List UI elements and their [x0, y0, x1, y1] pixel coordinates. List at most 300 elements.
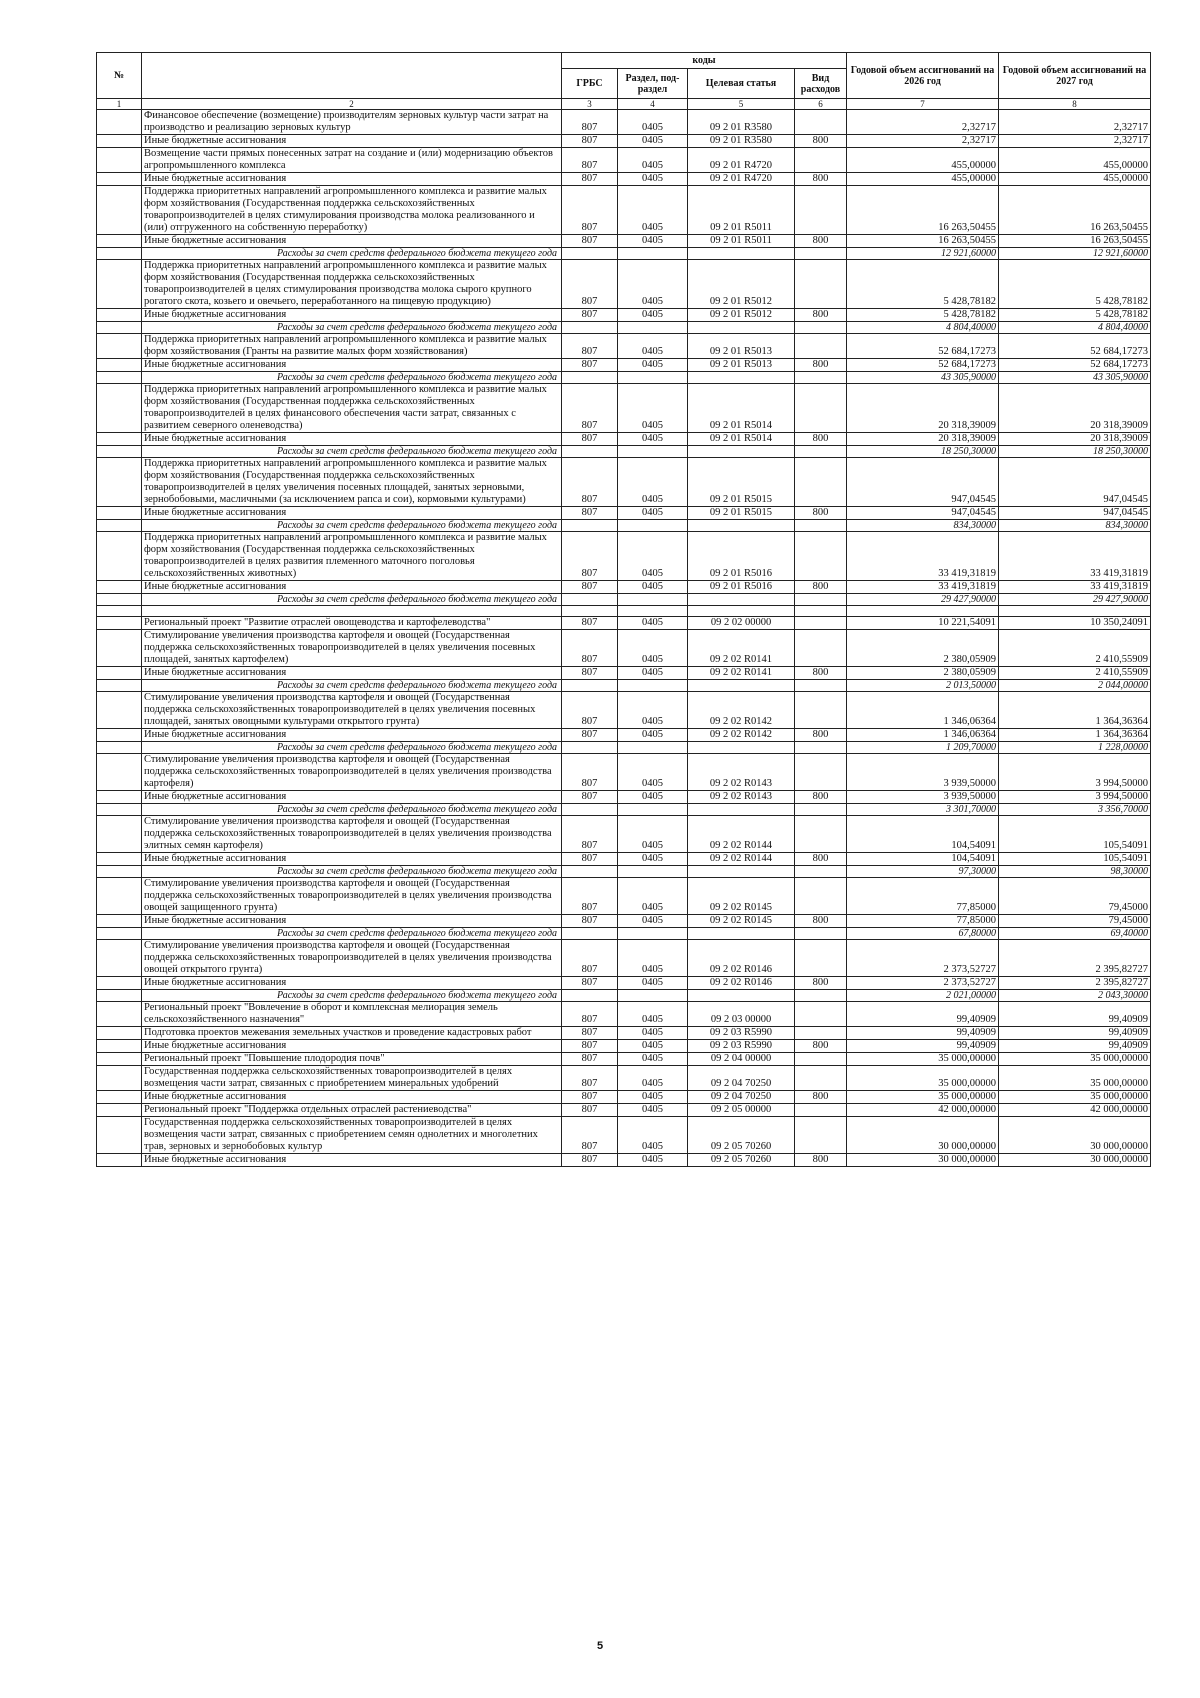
row-number: [97, 1066, 142, 1091]
row-grbs: [562, 606, 618, 617]
row-number: [97, 680, 142, 692]
row-number: [97, 433, 142, 446]
row-amount-2026: 2 380,05909: [847, 667, 999, 680]
row-section: [618, 322, 688, 334]
row-target-article: 09 2 01 R5013: [688, 359, 795, 372]
row-name: Иные бюджетные ассигнования: [142, 791, 562, 804]
row-section: [618, 990, 688, 1002]
row-grbs: 807: [562, 816, 618, 853]
row-expense-kind: 800: [795, 433, 847, 446]
row-section: 0405: [618, 235, 688, 248]
row-expense-kind: [795, 928, 847, 940]
row-expense-kind: [795, 990, 847, 1002]
row-grbs: [562, 372, 618, 384]
table-row: [97, 1117, 1151, 1154]
row-amount-2026: 2 013,50000: [847, 680, 999, 692]
row-expense-kind: [795, 520, 847, 532]
row-amount-2027: 79,45000: [999, 878, 1151, 915]
row-amount-2026: 5 428,78182: [847, 260, 999, 309]
row-section: 0405: [618, 816, 688, 853]
row-section: 0405: [618, 148, 688, 173]
row-name: Региональный проект "Поддержка отдельных отраслей растениеводства": [142, 1104, 562, 1117]
row-grbs: 807: [562, 1040, 618, 1053]
row-amount-2026: 3 939,50000: [847, 791, 999, 804]
row-name: Возмещение части прямых понесенных затрат на создание и (или) модернизацию объектов агропромышленного комплекса: [142, 148, 562, 173]
table-row: [97, 309, 1151, 322]
row-amount-2027: 69,40000: [999, 928, 1151, 940]
table-row: [97, 384, 1151, 433]
budget-table: [96, 52, 1151, 1167]
row-amount-2026: 30 000,00000: [847, 1117, 999, 1154]
row-expense-kind: [795, 334, 847, 359]
header-target: Целевая статья: [688, 69, 795, 99]
row-expense-kind: [795, 878, 847, 915]
table-row: [97, 977, 1151, 990]
row-amount-2027: 52 684,17273: [999, 334, 1151, 359]
row-amount-2027: 30 000,00000: [999, 1154, 1151, 1167]
row-number: [97, 248, 142, 260]
row-expense-kind: [795, 148, 847, 173]
row-amount-2026: 2,32717: [847, 110, 999, 135]
federal-share-row: [97, 446, 1151, 458]
row-target-article: 09 2 01 R5011: [688, 235, 795, 248]
table-row: [97, 617, 1151, 630]
row-grbs: 807: [562, 135, 618, 148]
row-target-article: 09 2 02 R0141: [688, 630, 795, 667]
row-name: Расходы за счет средств федерального бюджета текущего года: [142, 322, 562, 334]
column-number: 5: [688, 99, 795, 110]
row-section: [618, 606, 688, 617]
row-target-article: 09 2 02 R0142: [688, 692, 795, 729]
row-target-article: 09 2 02 R0142: [688, 729, 795, 742]
row-target-article: 09 2 04 70250: [688, 1091, 795, 1104]
table-row: [97, 135, 1151, 148]
row-amount-2027: 52 684,17273: [999, 359, 1151, 372]
row-section: 0405: [618, 1053, 688, 1066]
row-amount-2027: 105,54091: [999, 853, 1151, 866]
column-number: 1: [97, 99, 142, 110]
row-target-article: 09 2 01 R5012: [688, 260, 795, 309]
row-name: Поддержка приоритетных направлений агропромышленного комплекса и развитие малых форм хозяйствования (Государственная поддержка сельскохозяйственных товаропроизводителей в целях стимулирования производства молока реализованного и (или) отгруженного на собственную переработку): [142, 186, 562, 235]
row-amount-2027: 30 000,00000: [999, 1117, 1151, 1154]
row-number: [97, 940, 142, 977]
row-amount-2026: 2 380,05909: [847, 630, 999, 667]
row-amount-2027: 99,40909: [999, 1002, 1151, 1027]
row-grbs: [562, 804, 618, 816]
row-number: [97, 1040, 142, 1053]
row-target-article: [688, 520, 795, 532]
row-name: Расходы за счет средств федерального бюджета текущего года: [142, 804, 562, 816]
row-grbs: [562, 248, 618, 260]
row-grbs: 807: [562, 1154, 618, 1167]
row-number: [97, 173, 142, 186]
row-target-article: 09 2 02 R0146: [688, 940, 795, 977]
row-amount-2027: 2 410,55909: [999, 667, 1151, 680]
row-section: [618, 372, 688, 384]
table-row: [97, 110, 1151, 135]
row-grbs: 807: [562, 915, 618, 928]
table-row: [97, 667, 1151, 680]
row-name: Поддержка приоритетных направлений агропромышленного комплекса и развитие малых форм хозяйствования (Гранты на развитие малых форм хозяйствования): [142, 334, 562, 359]
row-target-article: 09 2 02 R0146: [688, 977, 795, 990]
header-section: Раздел, под-раздел: [618, 69, 688, 99]
table-header: [97, 53, 1151, 110]
federal-share-row: [97, 680, 1151, 692]
row-amount-2027: 2 395,82727: [999, 940, 1151, 977]
header-kind: Вид расходов: [795, 69, 847, 99]
row-grbs: 807: [562, 173, 618, 186]
row-target-article: 09 2 01 R3580: [688, 135, 795, 148]
row-target-article: 09 2 02 R0145: [688, 915, 795, 928]
row-amount-2027: 2 044,00000: [999, 680, 1151, 692]
row-amount-2026: 33 419,31819: [847, 581, 999, 594]
row-amount-2026: 77,85000: [847, 915, 999, 928]
row-number: [97, 372, 142, 384]
row-name: Расходы за счет средств федерального бюджета текущего года: [142, 594, 562, 606]
row-expense-kind: 800: [795, 507, 847, 520]
row-number: [97, 804, 142, 816]
row-name: Расходы за счет средств федерального бюджета текущего года: [142, 372, 562, 384]
row-number: [97, 1002, 142, 1027]
row-expense-kind: 800: [795, 581, 847, 594]
row-grbs: 807: [562, 1027, 618, 1040]
row-number: [97, 260, 142, 309]
table-row: [97, 1154, 1151, 1167]
row-name: Иные бюджетные ассигнования: [142, 1040, 562, 1053]
row-amount-2027: 3 356,70000: [999, 804, 1151, 816]
row-expense-kind: [795, 594, 847, 606]
row-section: 0405: [618, 1027, 688, 1040]
table-row: [97, 458, 1151, 507]
row-target-article: [688, 742, 795, 754]
row-amount-2026: 97,30000: [847, 866, 999, 878]
row-section: 0405: [618, 458, 688, 507]
table-row: [97, 630, 1151, 667]
header-2026: Годовой объем ассигнований на 2026 год: [847, 53, 999, 99]
table-row: [97, 433, 1151, 446]
header-2027: Годовой объем ассигнований на 2027 год: [999, 53, 1151, 99]
row-target-article: 09 2 01 R5015: [688, 458, 795, 507]
row-name: Поддержка приоритетных направлений агропромышленного комплекса и развитие малых форм хозяйствования (Государственная поддержка сельскохозяйственных товаропроизводителей в целях развития племенного маточного поголовья сельскохозяйственных животных): [142, 532, 562, 581]
row-name: Подготовка проектов межевания земельных участков и проведение кадастровых работ: [142, 1027, 562, 1040]
row-grbs: 807: [562, 186, 618, 235]
table-row: [97, 581, 1151, 594]
row-expense-kind: [795, 606, 847, 617]
row-amount-2026: 1 209,70000: [847, 742, 999, 754]
row-number: [97, 1053, 142, 1066]
row-section: [618, 446, 688, 458]
row-section: 0405: [618, 1117, 688, 1154]
row-number: [97, 235, 142, 248]
row-expense-kind: 800: [795, 359, 847, 372]
row-target-article: 09 2 02 R0144: [688, 853, 795, 866]
row-amount-2026: 4 804,40000: [847, 322, 999, 334]
page-number: 5: [596, 1640, 604, 1652]
row-number: [97, 520, 142, 532]
row-grbs: 807: [562, 1053, 618, 1066]
row-name: Иные бюджетные ассигнования: [142, 235, 562, 248]
row-expense-kind: 800: [795, 667, 847, 680]
row-section: 0405: [618, 1154, 688, 1167]
row-target-article: [688, 990, 795, 1002]
row-grbs: 807: [562, 1104, 618, 1117]
row-target-article: [688, 804, 795, 816]
row-name: Иные бюджетные ассигнования: [142, 853, 562, 866]
row-amount-2026: 67,80000: [847, 928, 999, 940]
row-amount-2027: 947,04545: [999, 458, 1151, 507]
row-grbs: 807: [562, 110, 618, 135]
header-number: №: [97, 53, 142, 99]
table-row: [97, 940, 1151, 977]
row-number: [97, 630, 142, 667]
row-name: Иные бюджетные ассигнования: [142, 433, 562, 446]
row-expense-kind: 800: [795, 1091, 847, 1104]
row-name: Иные бюджетные ассигнования: [142, 915, 562, 928]
row-section: 0405: [618, 1040, 688, 1053]
federal-share-row: [97, 866, 1151, 878]
row-grbs: [562, 928, 618, 940]
row-expense-kind: 800: [795, 729, 847, 742]
row-grbs: 807: [562, 309, 618, 322]
row-grbs: 807: [562, 617, 618, 630]
row-expense-kind: 800: [795, 915, 847, 928]
row-number: [97, 1117, 142, 1154]
row-target-article: 09 2 05 00000: [688, 1104, 795, 1117]
row-amount-2026: 16 263,50455: [847, 235, 999, 248]
row-target-article: [688, 446, 795, 458]
row-name: Стимулирование увеличения производства картофеля и овощей (Государственная поддержка сельскохозяйственных товаропроизводителей в целях увеличения посевных площадей, занятых картофелем): [142, 630, 562, 667]
row-grbs: 807: [562, 853, 618, 866]
row-amount-2027: [999, 606, 1151, 617]
row-section: 0405: [618, 630, 688, 667]
row-grbs: [562, 594, 618, 606]
row-amount-2026: 33 419,31819: [847, 532, 999, 581]
row-target-article: 09 2 02 00000: [688, 617, 795, 630]
row-expense-kind: [795, 804, 847, 816]
row-amount-2026: 30 000,00000: [847, 1154, 999, 1167]
column-number: 6: [795, 99, 847, 110]
row-target-article: [688, 928, 795, 940]
table-row: [97, 692, 1151, 729]
row-name: Стимулирование увеличения производства картофеля и овощей (Государственная поддержка сельскохозяйственных товаропроизводителей в целях увеличения производства картофеля): [142, 754, 562, 791]
row-amount-2027: 105,54091: [999, 816, 1151, 853]
row-number: [97, 878, 142, 915]
row-expense-kind: [795, 372, 847, 384]
row-number: [97, 791, 142, 804]
row-grbs: 807: [562, 359, 618, 372]
row-number: [97, 1154, 142, 1167]
row-number: [97, 754, 142, 791]
row-amount-2027: 35 000,00000: [999, 1053, 1151, 1066]
row-amount-2027: 12 921,60000: [999, 248, 1151, 260]
row-amount-2026: 3 939,50000: [847, 754, 999, 791]
row-name: Стимулирование увеличения производства картофеля и овощей (Государственная поддержка сельскохозяйственных товаропроизводителей в целях увеличения производства элитных семян картофеля): [142, 816, 562, 853]
row-amount-2026: 2 021,00000: [847, 990, 999, 1002]
table-row: [97, 334, 1151, 359]
row-amount-2027: 99,40909: [999, 1027, 1151, 1040]
row-expense-kind: [795, 692, 847, 729]
row-target-article: 09 2 01 R3580: [688, 110, 795, 135]
row-grbs: 807: [562, 667, 618, 680]
row-amount-2026: 3 301,70000: [847, 804, 999, 816]
row-amount-2026: [847, 606, 999, 617]
row-section: 0405: [618, 135, 688, 148]
row-name: [142, 606, 562, 617]
row-target-article: 09 2 04 00000: [688, 1053, 795, 1066]
row-section: 0405: [618, 507, 688, 520]
row-number: [97, 148, 142, 173]
row-amount-2026: 2 373,52727: [847, 977, 999, 990]
row-target-article: 09 2 01 R5015: [688, 507, 795, 520]
row-target-article: [688, 322, 795, 334]
row-section: 0405: [618, 878, 688, 915]
table-row: [97, 507, 1151, 520]
row-target-article: [688, 372, 795, 384]
row-grbs: 807: [562, 507, 618, 520]
row-expense-kind: 800: [795, 309, 847, 322]
column-number: 7: [847, 99, 999, 110]
row-name: Расходы за счет средств федерального бюджета текущего года: [142, 742, 562, 754]
row-target-article: [688, 680, 795, 692]
row-section: 0405: [618, 309, 688, 322]
row-amount-2026: 77,85000: [847, 878, 999, 915]
row-target-article: 09 2 01 R5016: [688, 532, 795, 581]
row-grbs: 807: [562, 1091, 618, 1104]
row-expense-kind: [795, 322, 847, 334]
row-amount-2026: 52 684,17273: [847, 334, 999, 359]
row-section: [618, 742, 688, 754]
table-row: [97, 816, 1151, 853]
column-numbers-row: [97, 99, 1151, 110]
row-target-article: 09 2 02 R0143: [688, 791, 795, 804]
row-grbs: [562, 742, 618, 754]
row-amount-2027: 29 427,90000: [999, 594, 1151, 606]
row-name: Стимулирование увеличения производства картофеля и овощей (Государственная поддержка сельскохозяйственных товаропроизводителей в целях увеличения производства овощей открытого грунта): [142, 940, 562, 977]
federal-share-row: [97, 990, 1151, 1002]
row-amount-2026: 20 318,39009: [847, 384, 999, 433]
row-number: [97, 322, 142, 334]
row-section: 0405: [618, 1002, 688, 1027]
table-row: [97, 186, 1151, 235]
row-amount-2026: 20 318,39009: [847, 433, 999, 446]
row-target-article: 09 2 01 R4720: [688, 173, 795, 186]
row-grbs: 807: [562, 532, 618, 581]
row-number: [97, 866, 142, 878]
row-name: Расходы за счет средств федерального бюджета текущего года: [142, 928, 562, 940]
row-expense-kind: 800: [795, 977, 847, 990]
row-name: Иные бюджетные ассигнования: [142, 1091, 562, 1104]
row-amount-2026: 947,04545: [847, 507, 999, 520]
row-number: [97, 359, 142, 372]
federal-share-row: [97, 594, 1151, 606]
row-amount-2027: 10 350,24091: [999, 617, 1151, 630]
row-section: 0405: [618, 692, 688, 729]
row-name: Расходы за счет средств федерального бюджета текущего года: [142, 248, 562, 260]
row-amount-2027: 834,30000: [999, 520, 1151, 532]
row-amount-2027: 5 428,78182: [999, 309, 1151, 322]
table-row: [97, 1027, 1151, 1040]
row-amount-2027: 35 000,00000: [999, 1066, 1151, 1091]
row-amount-2027: 33 419,31819: [999, 581, 1151, 594]
row-number: [97, 816, 142, 853]
row-target-article: 09 2 01 R5014: [688, 384, 795, 433]
row-expense-kind: [795, 446, 847, 458]
row-section: [618, 804, 688, 816]
row-target-article: 09 2 02 R0141: [688, 667, 795, 680]
row-number: [97, 990, 142, 1002]
row-name: Иные бюджетные ассигнования: [142, 977, 562, 990]
row-expense-kind: [795, 680, 847, 692]
row-section: 0405: [618, 186, 688, 235]
blank-row: [97, 606, 1151, 617]
row-target-article: 09 2 05 70260: [688, 1117, 795, 1154]
row-amount-2026: 29 427,90000: [847, 594, 999, 606]
row-expense-kind: [795, 110, 847, 135]
row-amount-2027: 5 428,78182: [999, 260, 1151, 309]
row-number: [97, 977, 142, 990]
row-section: [618, 520, 688, 532]
row-expense-kind: [795, 940, 847, 977]
row-section: 0405: [618, 940, 688, 977]
row-amount-2026: 52 684,17273: [847, 359, 999, 372]
row-amount-2027: 1 364,36364: [999, 729, 1151, 742]
row-amount-2026: 99,40909: [847, 1002, 999, 1027]
federal-share-row: [97, 372, 1151, 384]
row-amount-2027: 42 000,00000: [999, 1104, 1151, 1117]
row-amount-2026: 10 221,54091: [847, 617, 999, 630]
column-number: 4: [618, 99, 688, 110]
row-grbs: [562, 990, 618, 1002]
table-row: [97, 532, 1151, 581]
row-amount-2026: 947,04545: [847, 458, 999, 507]
row-expense-kind: [795, 1053, 847, 1066]
row-expense-kind: [795, 532, 847, 581]
table-row: [97, 853, 1151, 866]
row-target-article: [688, 606, 795, 617]
row-amount-2026: 99,40909: [847, 1040, 999, 1053]
row-section: 0405: [618, 1091, 688, 1104]
row-amount-2026: 18 250,30000: [847, 446, 999, 458]
row-number: [97, 729, 142, 742]
row-target-article: 09 2 03 R5990: [688, 1040, 795, 1053]
row-target-article: 09 2 01 R5011: [688, 186, 795, 235]
row-number: [97, 617, 142, 630]
row-section: 0405: [618, 667, 688, 680]
row-number: [97, 1027, 142, 1040]
row-target-article: 09 2 04 70250: [688, 1066, 795, 1091]
federal-share-row: [97, 742, 1151, 754]
row-target-article: 09 2 01 R5014: [688, 433, 795, 446]
row-expense-kind: [795, 1002, 847, 1027]
row-grbs: 807: [562, 1066, 618, 1091]
row-section: 0405: [618, 729, 688, 742]
row-grbs: 807: [562, 235, 618, 248]
federal-share-row: [97, 322, 1151, 334]
row-amount-2026: 35 000,00000: [847, 1066, 999, 1091]
table-row: [97, 754, 1151, 791]
row-name: Иные бюджетные ассигнования: [142, 309, 562, 322]
row-number: [97, 928, 142, 940]
row-grbs: 807: [562, 754, 618, 791]
row-section: 0405: [618, 853, 688, 866]
row-section: [618, 928, 688, 940]
table-row: [97, 791, 1151, 804]
row-number: [97, 110, 142, 135]
row-section: 0405: [618, 581, 688, 594]
table-row: [97, 878, 1151, 915]
row-expense-kind: [795, 1027, 847, 1040]
row-grbs: 807: [562, 977, 618, 990]
